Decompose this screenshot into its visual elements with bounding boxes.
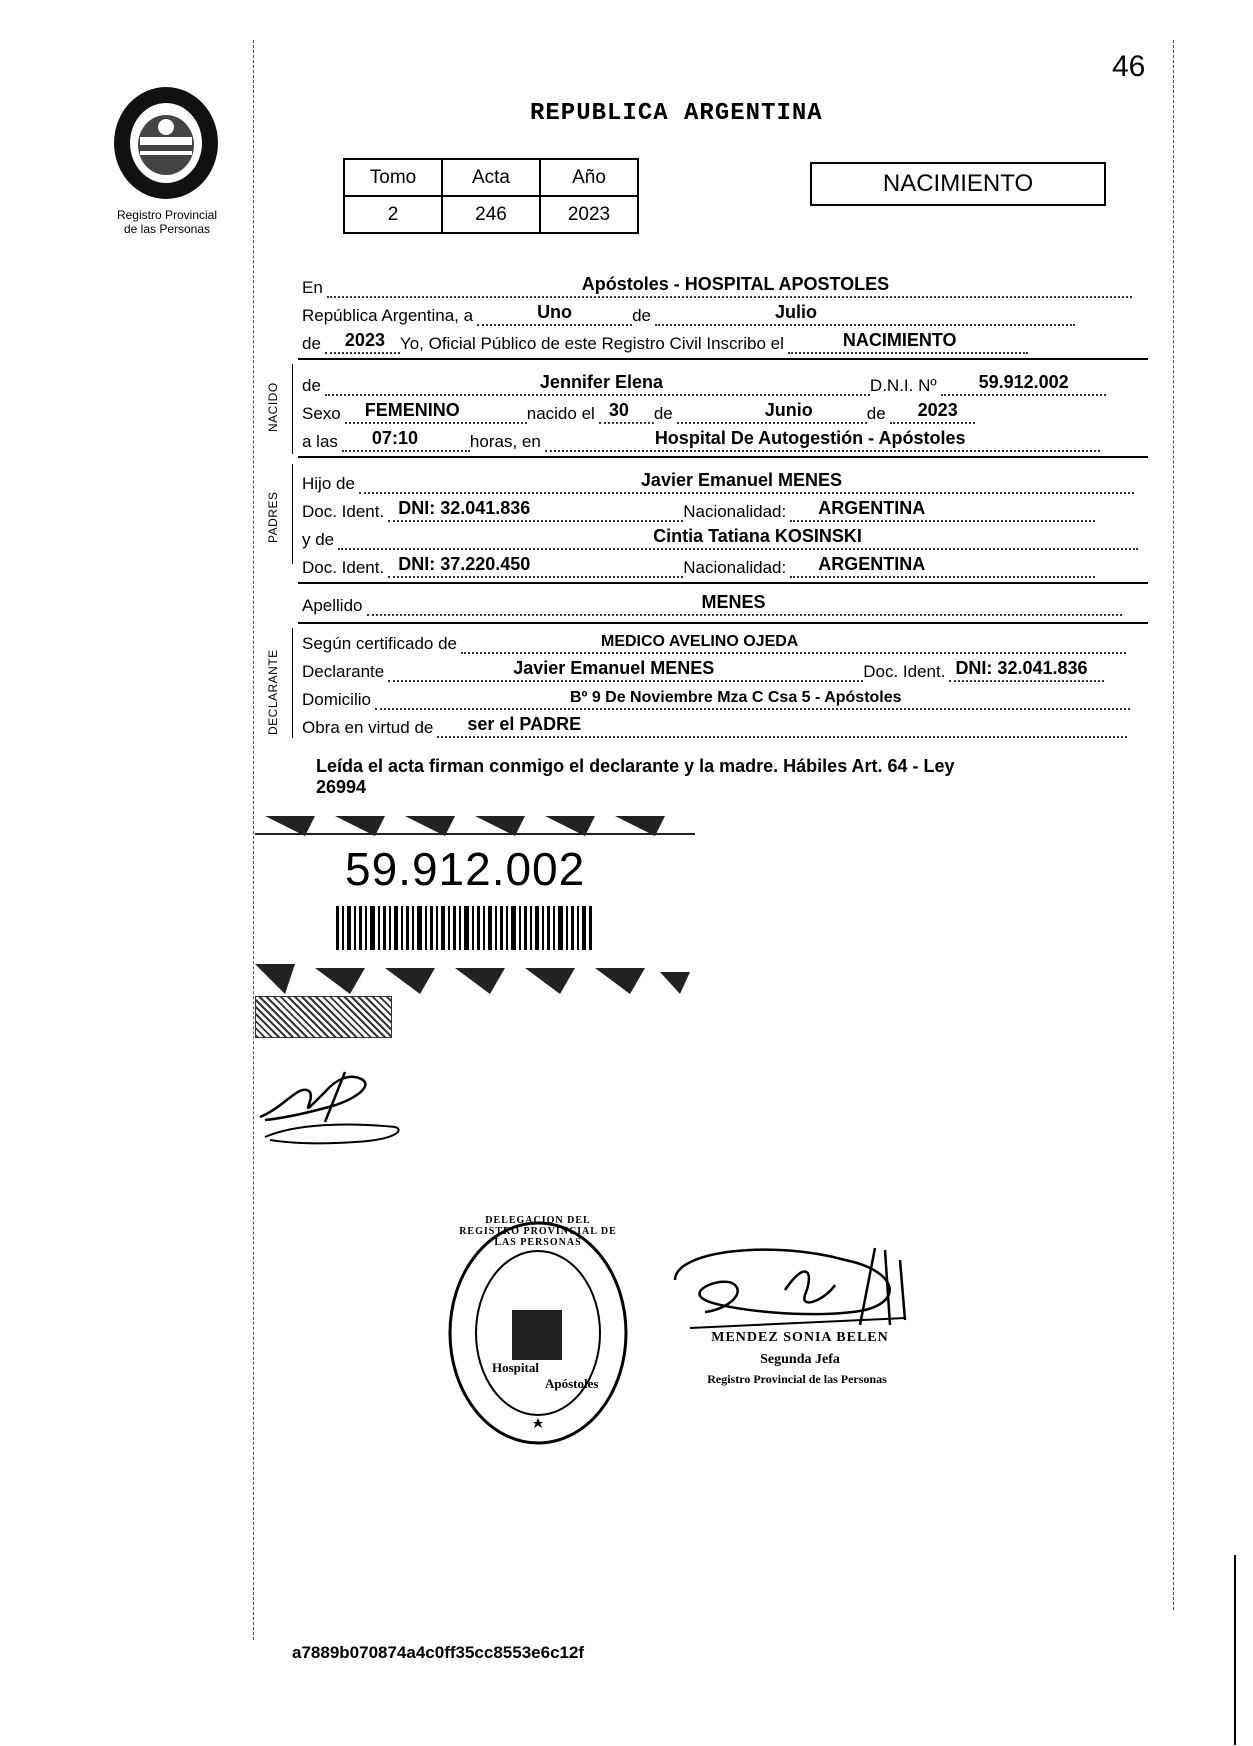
row-padre-doc: Doc. Ident. DNI: 32.041.836 Nacionalidad: ARGENTINA — [302, 494, 1095, 522]
row-nacido-hora: a las 07:10 horas, en Hospital De Autogestión - Apóstoles — [302, 424, 1100, 452]
document-title: REPUBLICA ARGENTINA — [530, 100, 823, 127]
barcode-icon — [336, 906, 592, 950]
header-anio: Año — [540, 159, 638, 196]
security-band-top — [255, 812, 695, 840]
value-anio: 2023 — [540, 196, 638, 233]
row-inscripcion: de 2023 Yo, Oficial Público de este Registro Civil Inscribo el NACIMIENTO — [302, 326, 1028, 354]
seal-text-ring: DELEGACION DEL REGISTRO PROVINCIAL DE LAS PERSONAS — [459, 1215, 617, 1248]
row-fecha: República Argentina, a Uno de Julio — [302, 298, 1075, 326]
row-declarante: Declarante Javier Emanuel MENES Doc. Ident. DNI: 32.041.836 — [302, 654, 1104, 682]
right-margin-line — [1173, 40, 1174, 1610]
page-number: 46 — [1112, 50, 1146, 83]
row-certificado: Según certificado de MEDICO AVELINO OJEDA — [302, 626, 1126, 654]
separator-2 — [298, 456, 1148, 458]
right-edge-line — [1234, 1555, 1236, 1745]
value-acta: 246 — [442, 196, 540, 233]
guilloche-pattern-icon — [255, 958, 695, 998]
lugar-value: Apóstoles - HOSPITAL APOSTOLES — [581, 274, 890, 294]
logo-caption: Registro Provincial de las Personas — [116, 208, 218, 236]
oval-seal-icon — [446, 1218, 631, 1448]
row-madre-doc: Doc. Ident. DNI: 37.220.450 Nacionalidad: ARGENTINA — [302, 550, 1095, 578]
seal-inner-location: Apóstoles — [545, 1376, 599, 1391]
officer-role: Segunda Jefa — [760, 1352, 840, 1367]
row-domicilio: Domicilio Bº 9 De Noviembre Mza C Csa 5 - Apóstoles — [302, 682, 1130, 710]
dni-stamp-number: 59.912.002 — [345, 843, 586, 895]
row-nacido-sexo: Sexo FEMENINO nacido el 30 de Junio de 2023 — [302, 396, 975, 424]
officer-name: MENDEZ SONIA BELEN — [711, 1330, 889, 1345]
section-label-declarante: DECLARANTE — [266, 649, 280, 735]
separator-4 — [298, 622, 1148, 624]
seal-inner-hospital: Hospital — [492, 1360, 539, 1375]
act-type-box: NACIMIENTO — [810, 162, 1106, 206]
section-label-nacido: NACIDO — [266, 382, 280, 432]
declarant-signature — [255, 1062, 415, 1157]
section-label-padres: PADRES — [266, 491, 280, 543]
officer-organization: Registro Provincial de las Personas — [707, 1372, 887, 1386]
separator-3 — [298, 582, 1148, 584]
value-tomo: 2 — [344, 196, 442, 233]
closing-note: Leída el acta firman conmigo el declarante y la madre. Hábiles Art. 64 - Ley 26994 — [316, 756, 955, 797]
row-madre: y de Cintia Tatiana KOSINSKI — [302, 522, 1138, 550]
security-band-bottom — [255, 958, 695, 998]
dni-value: 59.912.002 — [978, 372, 1069, 392]
seal-icon — [108, 85, 224, 205]
header-tomo: Tomo — [344, 159, 442, 196]
hologram-stamp — [255, 996, 392, 1038]
province-seal-logo — [108, 85, 224, 205]
row-obra: Obra en virtud de ser el PADRE — [302, 710, 1127, 738]
document-hash: a7889b070874a4c0ff35cc8553e6c12f — [292, 1643, 585, 1662]
row-apellido: Apellido MENES — [302, 588, 1122, 616]
handwritten-signature-icon — [255, 1062, 415, 1152]
row-padre: Hijo de Javier Emanuel MENES — [302, 466, 1134, 494]
official-seal — [446, 1218, 631, 1453]
register-header-row — [344, 159, 638, 196]
handwritten-signature-icon — [665, 1240, 925, 1340]
barcode — [336, 906, 592, 955]
separator-1 — [298, 358, 1148, 360]
row-nacido-nombre: de Jennifer Elena D.N.I. Nº 59.912.002 — [302, 368, 1106, 396]
row-lugar: En Apóstoles - HOSPITAL APOSTOLES — [302, 270, 1132, 298]
register-value-row — [344, 196, 638, 233]
header-acta: Acta — [442, 159, 540, 196]
guilloche-pattern-icon — [255, 812, 695, 840]
left-margin-line — [253, 40, 254, 1640]
register-table — [343, 158, 639, 234]
